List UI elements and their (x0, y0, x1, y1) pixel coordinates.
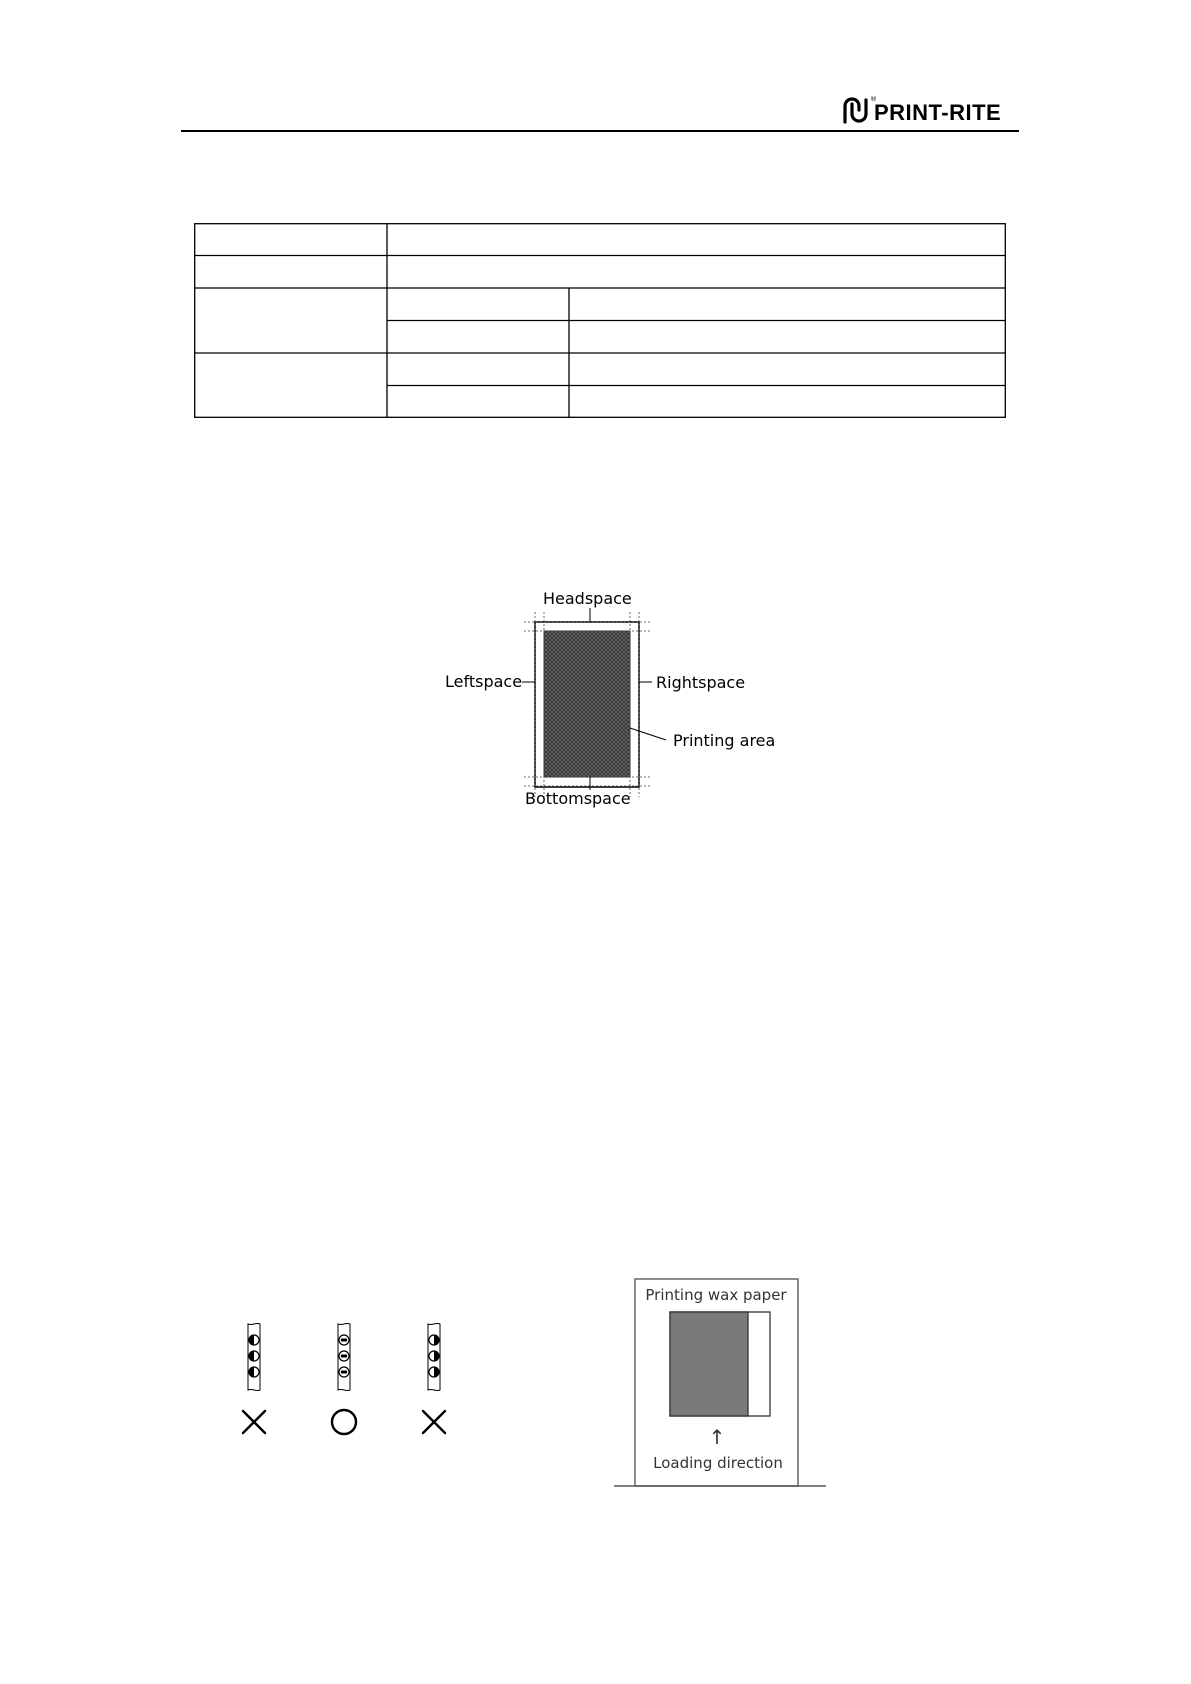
brand-name: PRINT-RITE (874, 100, 1002, 124)
header-rule (181, 130, 1019, 132)
print-area-diagram (440, 590, 780, 820)
ribbon-core-diagram (238, 1322, 478, 1452)
incorrect-mark-icon (423, 1411, 445, 1433)
correct-mark-icon (332, 1410, 356, 1434)
logo-mark-icon (845, 99, 866, 122)
loading-direction-label: Loading direction (653, 1454, 783, 1472)
leftspace-label: Leftspace (445, 672, 523, 691)
spec-table (194, 223, 1006, 418)
incorrect-mark-icon (243, 1411, 265, 1433)
ribbon-strip-1 (248, 1323, 260, 1390)
ribbon-strip-2 (338, 1323, 350, 1390)
printing-area-label: Printing area (673, 731, 776, 750)
wax-ribbon-area (670, 1312, 748, 1416)
headspace-label: Headspace (543, 589, 632, 608)
rightspace-label: Rightspace (656, 673, 746, 692)
print-rite-logo (842, 96, 1018, 124)
wax-paper-title: Printing wax paper (645, 1286, 787, 1304)
ribbon-strip-3 (428, 1323, 440, 1390)
printing-area-shape (544, 631, 630, 777)
wax-paper-diagram (614, 1278, 826, 1488)
bottomspace-label: Bottomspace (525, 789, 631, 808)
arrow-up-icon: ↑ (708, 1425, 726, 1449)
registered-mark: ® (870, 96, 877, 103)
